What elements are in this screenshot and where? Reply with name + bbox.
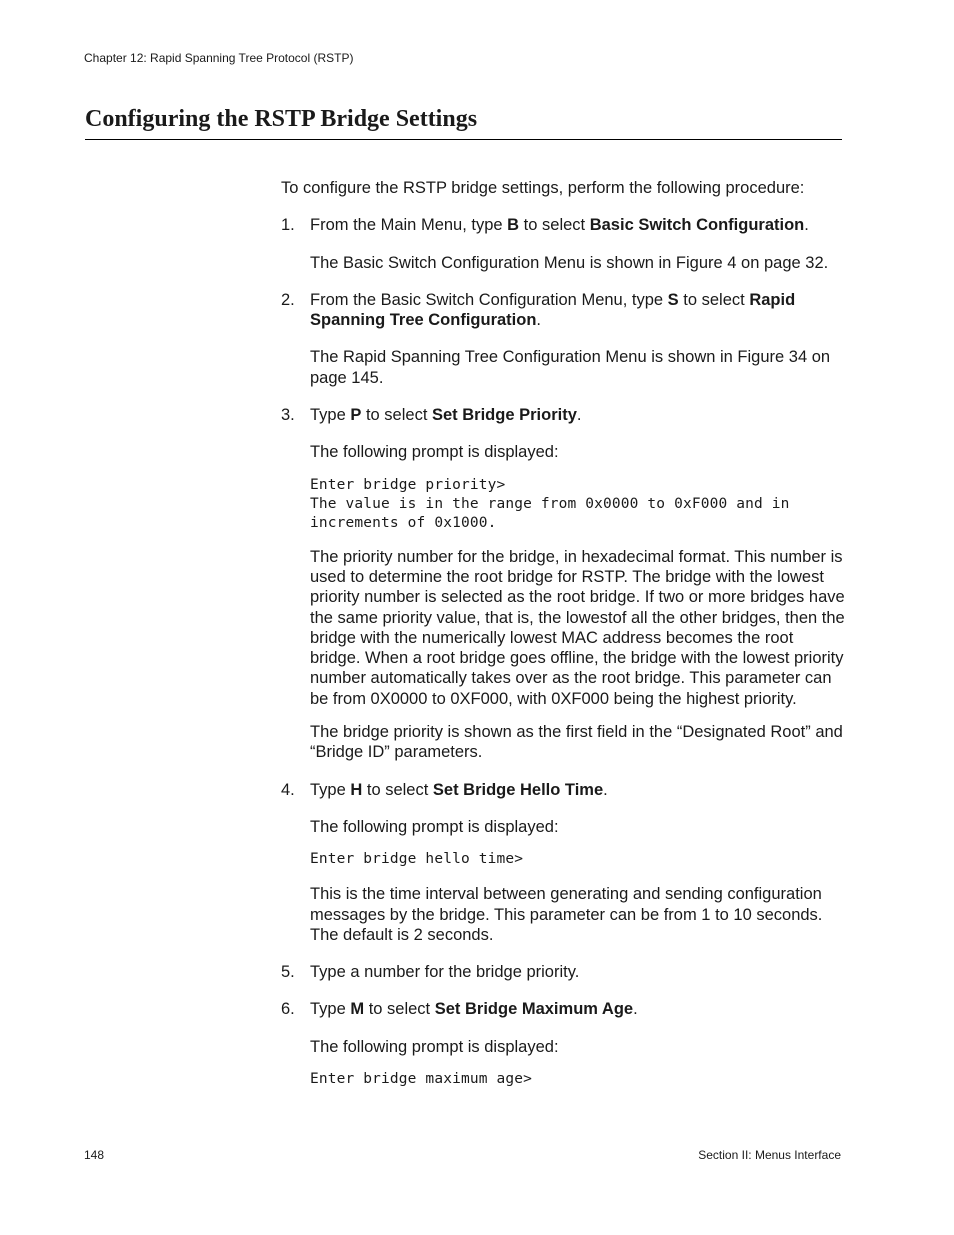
step-explanation: This is the time interval between generating and sending configuration messages by the bridge. This parameter can be from 1 to 10 seconds. The default is 2 seconds. bbox=[310, 885, 823, 944]
page-title: Configuring the RSTP Bridge Settings bbox=[85, 106, 478, 132]
menu-option: Basic Switch Configuration bbox=[589, 216, 805, 235]
step-instruction: Type H to select Set Bridge Hello Time. bbox=[310, 780, 608, 799]
step-description: The Basic Switch Configuration Menu is shown in Figure 4 on page 32. bbox=[310, 253, 829, 272]
code-prompt: Enter bridge maximum age> bbox=[310, 1071, 532, 1088]
step-4 bbox=[281, 780, 846, 945]
step-3 bbox=[281, 405, 846, 763]
code-prompt: Enter bridge hello time> bbox=[310, 851, 524, 868]
step-2 bbox=[281, 290, 846, 388]
running-header: Chapter 12: Rapid Spanning Tree Protocol (RSTP) bbox=[84, 51, 354, 65]
key-letter: M bbox=[350, 1000, 365, 1019]
step-instruction: Type P to select Set Bridge Priority. bbox=[310, 406, 582, 425]
step-description: The following prompt is displayed: bbox=[310, 1037, 559, 1056]
step-number: 5. bbox=[281, 963, 295, 982]
intro-text: To configure the RSTP bridge settings, perform the following procedure: bbox=[281, 179, 805, 197]
step-note: The bridge priority is shown as the first field in the “Designated Root” and “Bridge ID” parameters. bbox=[310, 723, 843, 762]
step-description: The Rapid Spanning Tree Configuration Menu is shown in Figure 34 on page 145. bbox=[310, 348, 831, 387]
page-number: 148 bbox=[84, 1148, 105, 1162]
menu-option: Rapid Spanning Tree Configuration bbox=[310, 290, 796, 330]
step-1 bbox=[281, 215, 846, 273]
key-letter: S bbox=[667, 290, 679, 309]
menu-option: Set Bridge Hello Time bbox=[432, 780, 604, 799]
step-number: 4. bbox=[281, 780, 295, 799]
code-prompt: Enter bridge priority> The value is in the range from 0x0000 to 0xF000 and in increments of 0x1000. bbox=[310, 476, 790, 531]
step-6 bbox=[281, 999, 846, 1089]
step-instruction: From the Basic Switch Configuration Menu, type S to select Rapid Spanning Tree Configuration. bbox=[310, 290, 796, 330]
step-number: 1. bbox=[281, 216, 295, 235]
key-letter: P bbox=[350, 406, 362, 425]
menu-option: Set Bridge Maximum Age bbox=[434, 1000, 634, 1019]
step-number: 6. bbox=[281, 1000, 295, 1019]
key-letter: B bbox=[507, 216, 520, 235]
step-instruction: Type a number for the bridge priority. bbox=[310, 963, 580, 982]
step-description: The following prompt is displayed: bbox=[310, 817, 559, 836]
main-content bbox=[281, 178, 846, 1104]
title-rule bbox=[85, 139, 842, 140]
step-5 bbox=[281, 962, 846, 982]
step-instruction: From the Main Menu, type B to select Basic Switch Configuration. bbox=[310, 216, 809, 235]
menu-option: Set Bridge Priority bbox=[432, 406, 577, 425]
step-explanation: The priority number for the bridge, in hexadecimal format. This number is used to determine the root bridge for RSTP. The bridge with the lowest priority number is selected as the root bridge. If two or more bridges have the same priority value, that is, the lowestof all the other bridges, then the bridge with the numerically lowest MAC address becomes the root bridge. When a root bridge goes offline, the bridge with the lowest priority number automatically takes over as the root bridge. This parameter can be from 0X0000 to 0XF000, with 0XF000 being the highest priority. bbox=[310, 547, 845, 708]
step-description: The following prompt is displayed: bbox=[310, 443, 559, 462]
step-number: 2. bbox=[281, 290, 295, 309]
section-footer: Section II: Menus Interface bbox=[698, 1148, 841, 1162]
key-letter: H bbox=[350, 780, 363, 799]
step-instruction: Type M to select Set Bridge Maximum Age. bbox=[310, 1000, 638, 1019]
step-number: 3. bbox=[281, 406, 295, 425]
